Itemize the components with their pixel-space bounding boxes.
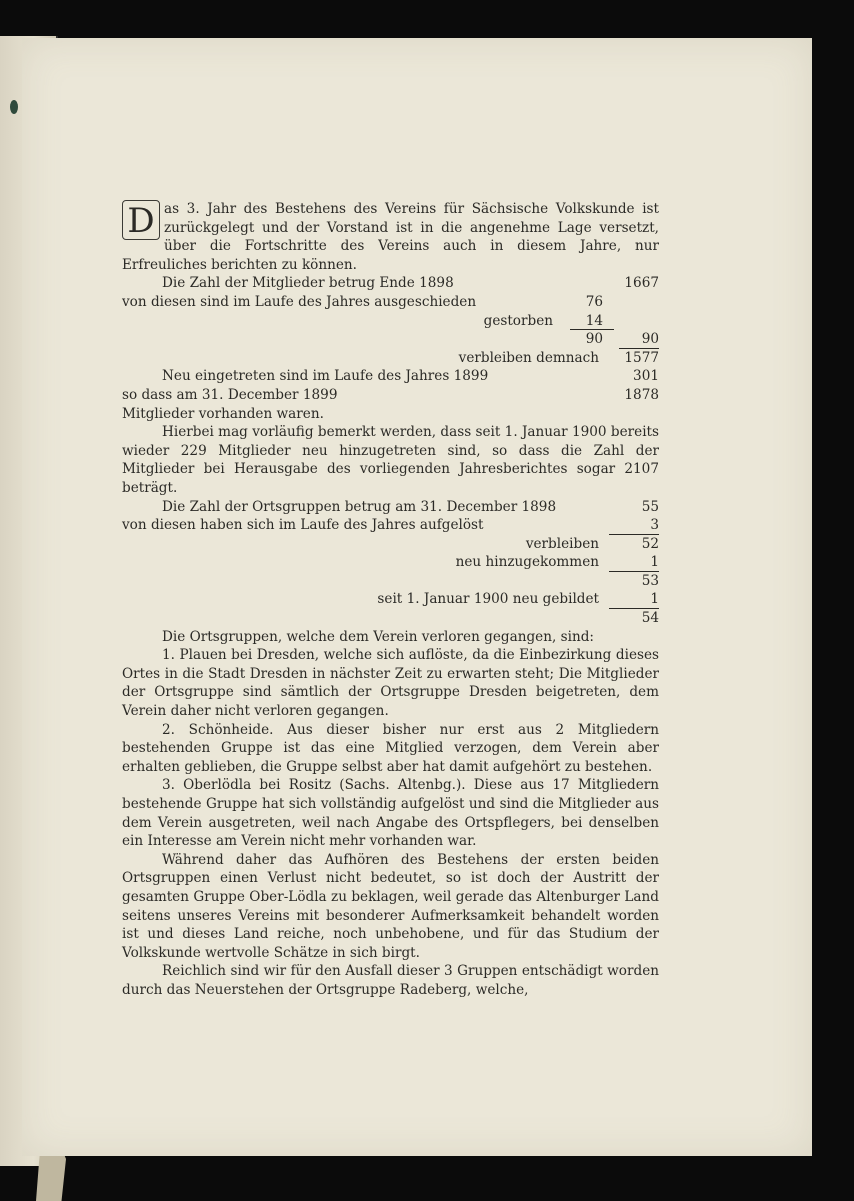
members-row-3: gestorben 14 [483,312,603,329]
groups-row-7: 54 [641,610,659,627]
members-row-1: Die Zahl der Mitglieder betrug Ende 1898 1667 [162,275,659,292]
groups-row-3: verbleiben 52 [525,535,659,552]
list-item: 3. Oberlödla bei Rositz (Sachs. Altenbg.). Diese aus 17 Mitgliedern bestehende Gruppe hat sich vollständig aufgelöst und sind die Mitglieder aus dem Verein ausgetreten, weil nach Angabe des Ortspflegers, bei denselben ein Interesse am Verein nicht mehr vorhanden war. [122,777,659,850]
document-page [22,38,812,1156]
intro-paragraph [122,200,659,274]
dropcap-letter: D [122,200,160,240]
list-item: 2. Schönheide. Aus dieser bisher nur erst aus 2 Mitgliedern bestehenden Gruppe ist das eine Mitglied verzogen, dem Verein aber erhalten geblieben, die Gruppe selbst aber hat damit aufgehört zu bestehen. [122,721,659,775]
members-table [122,274,659,423]
paragraph-loss: Während daher das Aufhören des Bestehens der ersten beiden Ortsgruppen einen Verlust nicht bedeutet, so ist doch der Austritt der gesamten Gruppe Ober-Lödla zu beklagen, weil gerade das Altenburger Land seitens unseres Vereins mit besonderer Aufmerksamkeit behandelt worden ist und dieses Land reiche, noch unbehobene, und für das Studium der Volkskunde wertvolle Schätze in sich birgt. [122,851,659,961]
members-row-7: so dass am 31. December 1899 1878 [122,386,659,403]
members-row-5: verbleiben demnach 1577 [458,349,659,366]
members-row-4: 90 90 [585,331,659,348]
intro-text: as 3. Jahr des Bestehens des Vereins für Sächsische Volkskunde ist zurückgelegt und der Vorstand ist in die angenehme Lage versetzt, über die Fortschritte des Vereins auch in diesem Jahre, nur Erfreuliches berichten zu können. [122,201,659,273]
paragraph-lost-groups: Die Ortsgruppen, welche dem Verein verloren gegangen, sind: [162,628,594,645]
groups-table [122,498,659,628]
members-row-8: Mitglieder vorhanden waren. [122,405,324,422]
paragraph-radeberg: Reichlich sind wir für den Ausfall dieser 3 Gruppen entschädigt worden durch das Neuerstehen der Ortsgruppe Radeberg, welche, [122,963,659,998]
groups-row-5: 53 [641,572,659,589]
list-item: 1. Plauen bei Dresden, welche sich auflöste, da die Einbezirkung dieses Ortes in die Stadt Dresden in nächster Zeit zu erwarten steht; Die Mitglieder der Ortsgruppe sind sämtlich der Ortsgruppe Dresden beigetreten, dem Verein daher nicht verloren gegangen. [122,647,659,720]
groups-row-4: neu hinzugekommen 1 [455,554,659,571]
groups-row-2: von diesen haben sich im Laufe des Jahres aufgelöst 3 [122,517,659,534]
report-text [122,200,659,1000]
groups-row-6: seit 1. Januar 1900 neu gebildet 1 [377,591,659,608]
members-row-2: von diesen sind im Laufe des Jahres ausgeschieden 76 [122,293,603,310]
members-row-6: Neu eingetreten sind im Laufe des Jahres 1899 301 [162,368,659,385]
groups-row-1: Die Zahl der Ortsgruppen betrug am 31. December 1898 55 [162,498,659,515]
paragraph-1900: Hierbei mag vorläufig bemerkt werden, dass seit 1. Januar 1900 bereits wieder 229 Mitglieder neu hinzugetreten sind, so dass die Zahl der Mitglieder bei Herausgabe des vorliegenden Jahresberichtes sogar 2107 beträgt. [122,424,659,496]
page-stain [10,100,18,114]
